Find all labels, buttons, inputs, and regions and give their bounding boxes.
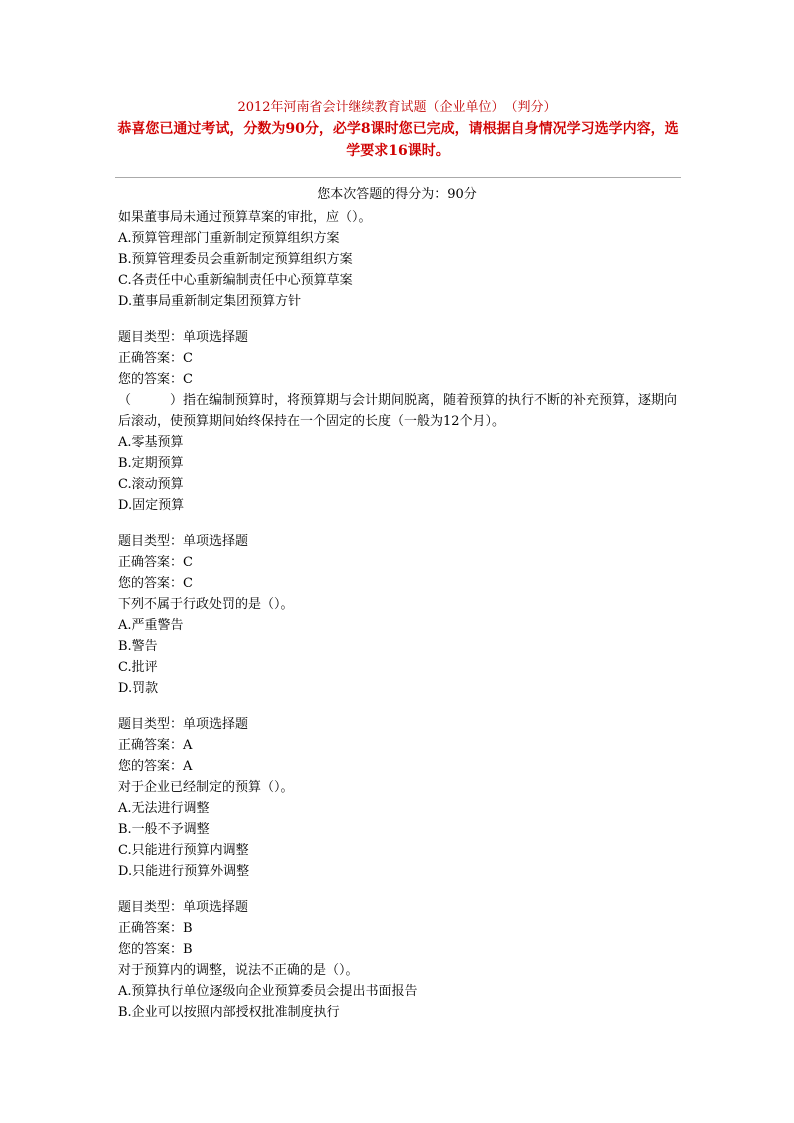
question-type: 题目类型：单项选择题 <box>118 900 249 915</box>
option-c: C.只能进行预算内调整 <box>118 843 249 858</box>
option-a: A.无法进行调整 <box>118 801 210 816</box>
option-a: A.严重警告 <box>118 618 184 633</box>
question-type: 题目类型：单项选择题 <box>118 330 249 345</box>
question-text: 对于预算内的调整，说法不正确的是（）。 <box>118 963 359 978</box>
option-c: C.滚动预算 <box>118 477 184 492</box>
question-text: 如果董事局未通过预算草案的审批，应（）。 <box>118 210 372 225</box>
score-summary: 您本次答题的得分为：90分 <box>317 187 477 202</box>
option-a: A.预算执行单位逐级向企业预算委员会提出书面报告 <box>118 984 418 999</box>
option-b: B.警告 <box>118 639 158 654</box>
option-d: D.只能进行预算外调整 <box>118 864 250 879</box>
option-d: D.固定预算 <box>118 498 185 513</box>
option-c: C.各责任中心重新编制责任中心预算草案 <box>118 273 353 288</box>
option-b: B.预算管理委员会重新制定预算组织方案 <box>118 252 353 267</box>
option-d: D.董事局重新制定集团预算方针 <box>118 294 302 309</box>
correct-answer: 正确答案：C <box>118 555 193 570</box>
correct-answer: 正确答案：B <box>118 921 193 936</box>
option-b: B.一般不予调整 <box>118 822 210 837</box>
divider <box>115 177 681 178</box>
correct-answer: 正确答案：A <box>118 738 193 753</box>
exam-title: 2012年河南省会计继续教育试题（企业单位） （判分） <box>237 100 557 115</box>
question-list <box>118 207 686 1023</box>
question-type: 题目类型：单项选择题 <box>118 717 249 732</box>
pass-notice: 恭喜您已通过考试，分数为90分，必学8课时您已完成，请根据自身情况学习选学内容，选学要求16课时。 <box>117 121 679 159</box>
option-c: C.批评 <box>118 660 158 675</box>
option-a: A.预算管理部门重新制定预算组织方案 <box>118 231 340 246</box>
question-text: 下列不属于行政处罚的是（）。 <box>118 597 294 612</box>
your-answer: 您的答案：B <box>118 942 193 957</box>
your-answer: 您的答案：C <box>118 576 193 591</box>
option-a: A.零基预算 <box>118 435 184 450</box>
question-text: （ ）指在编制预算时，将预算期与会计期间脱离，随着预算的执行不断的补充预算，逐期向后滚动，使预算期间始终保持在一个固定的长度（一般为12个月）。 <box>118 393 678 429</box>
correct-answer: 正确答案：C <box>118 351 193 366</box>
question-type: 题目类型：单项选择题 <box>118 534 249 549</box>
question-text: 对于企业已经制定的预算（）。 <box>118 780 294 795</box>
your-answer: 您的答案：C <box>118 372 193 387</box>
option-d: D.罚款 <box>118 681 159 696</box>
option-b: B.定期预算 <box>118 456 184 471</box>
your-answer: 您的答案：A <box>118 759 193 774</box>
option-b: B.企业可以按照内部授权批准制度执行 <box>118 1005 340 1020</box>
